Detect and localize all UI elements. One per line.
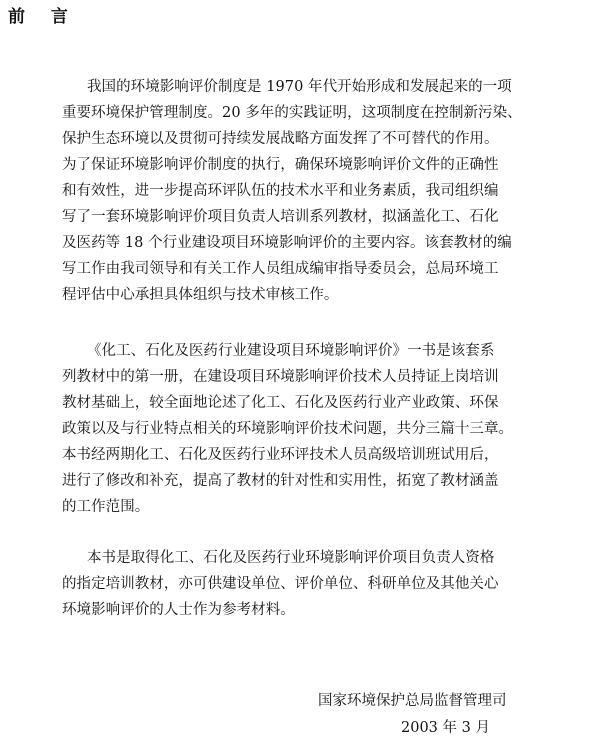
body-line: 程评估中心承担具体组织与技术审核工作。	[62, 287, 339, 303]
body-line: 重要环境保护管理制度。20 多年的实践证明，这项制度在控制新污染、	[62, 105, 522, 121]
body-line: 我国的环境影响评价制度是 1970 年代开始形成和发展起来的一项	[87, 79, 512, 95]
body-line: 的指定培训教材，亦可供建设单位、评价单位、科研单位及其他关心	[62, 576, 499, 592]
signature: 国家环境保护总局监督管理司	[318, 693, 507, 709]
page-title: 前 言	[8, 7, 78, 27]
body-line: 的工作范围。	[62, 499, 150, 515]
body-line: 保护生态环境以及贯彻可持续发展战略方面发挥了不可替代的作用。	[62, 131, 499, 147]
body-line: 《化工、石化及医药行业建设项目环境影响评价》一书是该套系	[87, 343, 495, 359]
body-line: 写工作由我司领导和有关工作人员组成编审指导委员会，总局环境工	[62, 261, 499, 277]
body-line: 进行了修改和补充，提高了教材的针对性和实用性，拓宽了教材涵盖	[62, 473, 499, 489]
body-line: 和有效性，进一步提高环评队伍的技术水平和业务素质，我司组织编	[62, 183, 499, 199]
body-line: 写了一套环境影响评价项目负责人培训系列教材，拟涵盖化工、石化	[62, 209, 499, 225]
body-line: 政策以及与行业特点相关的环境影响评价技术问题，共分三篇十三章。	[62, 421, 514, 437]
body-line: 本书是取得化工、石化及医药行业环境影响评价项目负责人资格	[87, 550, 495, 566]
body-line: 教材基础上，较全面地论述了化工、石化及医药行业产业政策、环保	[62, 395, 499, 411]
body-line: 及医药等 18 个行业建设项目环境影响评价的主要内容。该套教材的编	[62, 235, 512, 251]
body-line: 环境影响评价的人士作为参考材料。	[62, 602, 295, 618]
body-line: 为了保证环境影响评价制度的执行，确保环境影响评价文件的正确性	[62, 157, 499, 173]
body-line: 本书经两期化工、石化及医药行业环评技术人员高级培训班试用后，	[62, 447, 499, 463]
signature-date: 2003 年 3 月	[401, 720, 490, 736]
body-line: 列教材中的第一册，在建设项目环境影响评价技术人员持证上岗培训	[62, 369, 499, 385]
